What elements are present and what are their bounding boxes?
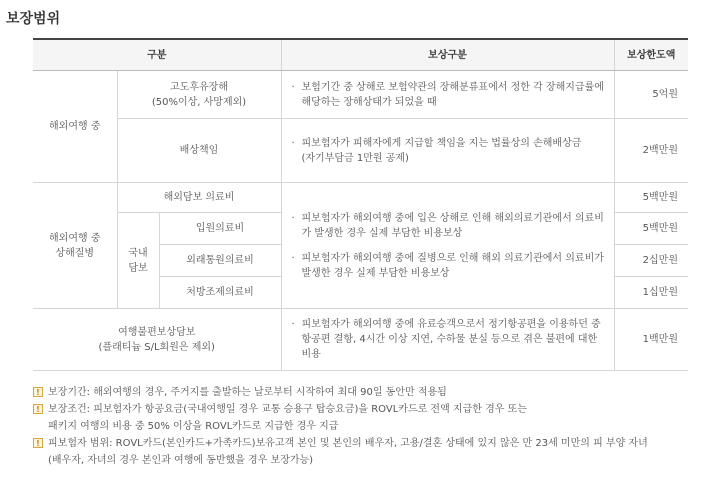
row-amount: 2백만원 <box>614 119 688 183</box>
table-row <box>33 309 688 371</box>
table-header-row <box>33 39 688 71</box>
header-category: 구분 <box>33 39 281 71</box>
table-row <box>33 183 688 213</box>
desc-text: (자기부담금 1만원 공제) <box>301 152 409 164</box>
warning-icon: ! <box>33 438 43 448</box>
table-row <box>33 119 688 183</box>
desc-text: 피보험자가 피해자에게 지급할 책임을 지는 법률상의 손해배상금 <box>301 137 582 149</box>
label-line: 상해질병 <box>55 247 95 259</box>
row-amount: 2십만원 <box>614 245 688 277</box>
name-line: 고도후유장해 <box>170 81 228 93</box>
row-desc <box>281 183 614 309</box>
bullet-icon: · <box>291 319 295 330</box>
row-amount: 5백만원 <box>614 183 688 213</box>
header-limit: 보상한도액 <box>614 39 688 71</box>
warning-icon: ! <box>33 404 43 414</box>
row-desc <box>281 309 614 371</box>
bullet-icon: · <box>291 137 295 149</box>
note-continuation: (배우자, 자녀의 경우 본인과 여행에 동반했을 경우 보장가능) <box>48 455 314 466</box>
notes-section <box>33 384 693 469</box>
coverage-table <box>33 38 688 371</box>
row-name-overseas-medical: 해외담보 의료비 <box>117 183 281 213</box>
row-name-liability: 배상책임 <box>117 119 281 183</box>
row-amount: 1십만원 <box>614 277 688 309</box>
domestic-coverage-label <box>117 213 159 309</box>
desc-text: 피보험자가 해외여행 중에 유료승객으로서 정기항공편을 이용하던 중 항공편 결항, 4시간 이상 지연, 수하물 분실 등으로 겪은 불편에 대한 비용 <box>301 319 601 360</box>
group-label-overseas: 해외여행 중 <box>33 71 117 183</box>
header-compensation-type: 보상구분 <box>281 39 614 71</box>
desc-text: 피보험자가 해외여행 중에 질병으로 인해 해외 의료기관에서 의료비가 발생한 경우 실제 부담한 비용보상 <box>301 252 604 279</box>
warning-icon: ! <box>33 387 43 397</box>
note-coverage-condition <box>33 401 693 418</box>
row-name-travel-inconvenience <box>33 309 281 371</box>
table-row <box>33 71 688 119</box>
label-line: 해외여행 중 <box>49 232 101 244</box>
row-amount: 5백만원 <box>614 213 688 245</box>
bullet-icon: · <box>291 252 295 264</box>
note-continuation: 패키지 여행의 비용 중 50% 이상을 ROVL카드로 지급한 경우 지급 <box>48 421 339 432</box>
note-text: 피보험자 범위: ROVL카드(본인카드+가족카드)보유고객 본인 및 본인의 배우자, 고용/결혼 상태에 있지 않은 만 23세 미만의 피 부양 자녀 <box>48 438 648 449</box>
bullet-icon: · <box>291 212 295 224</box>
label-line: 담보 <box>128 262 148 274</box>
label-line: 국내 <box>128 247 148 259</box>
row-desc <box>281 119 614 183</box>
name-line: (50%이상, 사망제외) <box>151 96 247 108</box>
row-amount: 1백만원 <box>614 309 688 371</box>
name-line: 여행불편보상담보 <box>118 326 196 338</box>
note-insured-scope <box>33 435 693 452</box>
page-title: 보장범위 <box>6 11 61 27</box>
row-desc <box>281 71 614 119</box>
row-amount: 5억원 <box>614 71 688 119</box>
note-text: 보장기간: 해외여행의 경우, 주거지를 출발하는 날로부터 시작하여 최대 90일 동안만 적용됨 <box>48 387 447 398</box>
row-name-outpatient: 외래통원의료비 <box>159 245 281 277</box>
row-name-inpatient: 입원의료비 <box>159 213 281 245</box>
row-name-permanent-disability <box>117 71 281 119</box>
desc-text: 피보험자가 해외여행 중에 입은 상해로 인해 해외의료기관에서 의료비가 발생한 경우 실제 부담한 비용보상 <box>301 212 604 239</box>
group-label-injury-illness <box>33 183 117 309</box>
bullet-icon: · <box>291 81 295 93</box>
name-line: (플래티늄 S/L회원은 제외) <box>98 341 215 353</box>
desc-text: 보험기간 중 상해로 보험약관의 장해분류표에서 정한 각 장해지급률에 해당하는 장해상태가 되었을 때 <box>301 81 604 108</box>
row-name-prescription: 처방조제의료비 <box>159 277 281 309</box>
note-coverage-period <box>33 384 693 401</box>
note-text: 보장조건: 피보험자가 항공요금(국내여행일 경우 교통 승용구 탑승요금)을 ROVL카드로 전액 지급한 경우 또는 <box>48 404 527 415</box>
